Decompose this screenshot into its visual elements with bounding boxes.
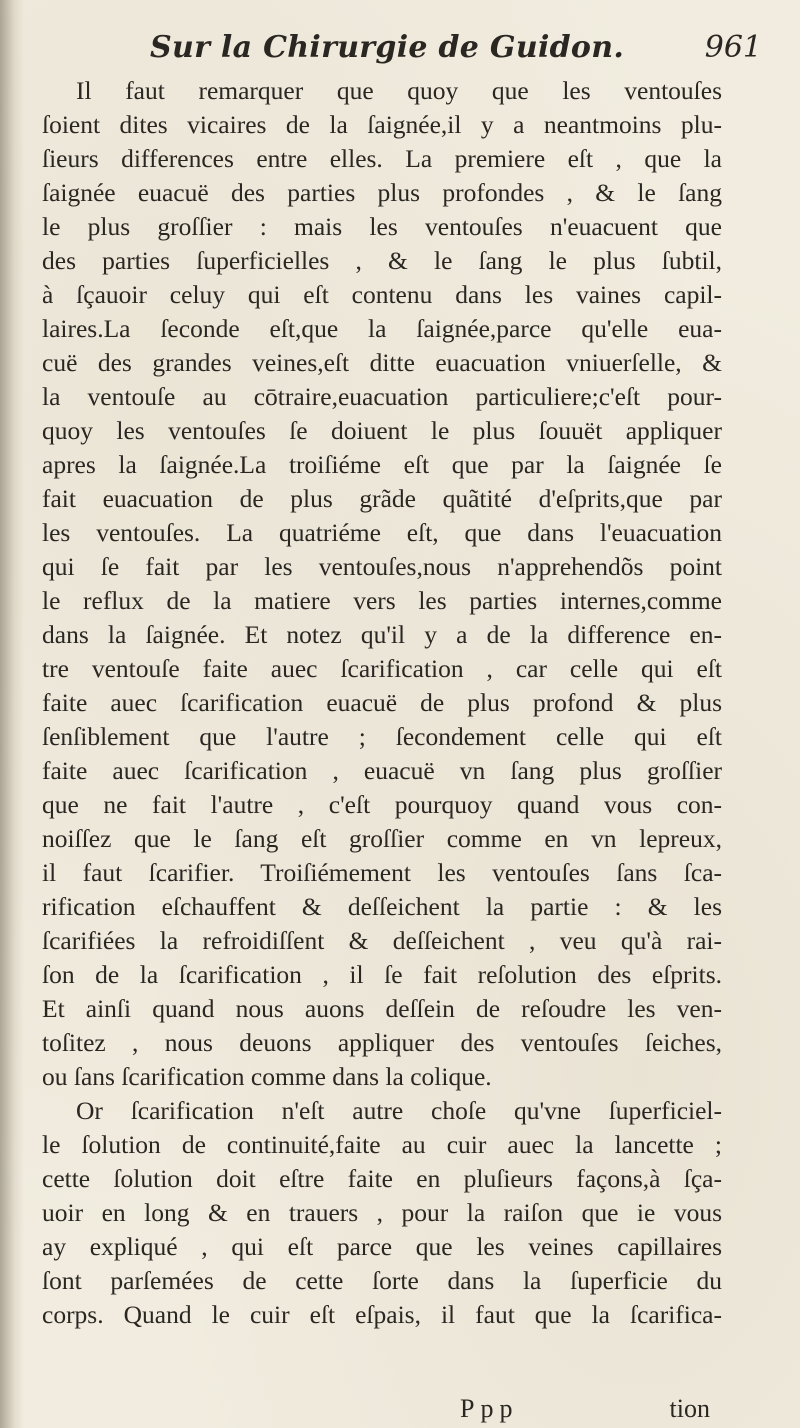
text-line: faite auec ſcarification , euacuë vn ſang plus groſſier: [42, 756, 722, 785]
signature-mark: Ppp: [460, 1394, 519, 1423]
text-line: le plus groſſier : mais les ventouſes n'euacuent que: [42, 212, 722, 241]
page-footer: [460, 1394, 710, 1424]
catchword: tion: [669, 1394, 710, 1423]
text-line: le ſolution de continuité,faite au cuir auec la lancette ;: [42, 1130, 722, 1159]
text-line: ſieurs differences entre elles. La premiere eſt , que la: [42, 144, 722, 173]
text-line: quoy les ventouſes ſe doiuent le plus ſouuët appliquer: [42, 416, 722, 445]
running-title: Sur la Chirurgie de Guidon.: [150, 30, 625, 65]
text-line: Il faut remarquer que quoy que les ventouſes: [76, 76, 722, 105]
text-line: toſitez , nous deuons appliquer des ventouſes ſeiches,: [42, 1028, 722, 1057]
page-number: 961: [704, 30, 762, 65]
text-line: dans la ſaignée. Et notez qu'il y a de la difference en-: [42, 620, 722, 649]
text-line: le reflux de la matiere vers les parties internes,comme: [42, 586, 722, 615]
text-line: ſont parſemées de cette ſorte dans la ſuperficie du: [42, 1266, 722, 1295]
text-line: faite auec ſcarification euacuë de plus profond & plus: [42, 688, 722, 717]
text-line: ou ſans ſcarification comme dans la colique.: [42, 1062, 492, 1091]
text-line: que ne fait l'autre , c'eſt pourquoy quand vous con-: [42, 790, 722, 819]
text-line: rification eſchauffent & deſſeichent la partie : & les: [42, 892, 722, 921]
text-line: il faut ſcarifier. Troiſiémement les ventouſes ſans ſca-: [42, 858, 722, 887]
text-line: ſon de la ſcarification , il ſe fait reſolution des eſprits.: [42, 960, 722, 989]
text-line: Et ainſi quand nous auons deſſein de reſoudre les ven-: [42, 994, 722, 1023]
text-line: la ventouſe au cōtraire,euacuation particuliere;c'eſt pour-: [42, 382, 722, 411]
text-line: fait euacuation de plus grãde quãtité d'eſprits,que par: [42, 484, 722, 513]
text-line: Or ſcarification n'eſt autre choſe qu'vne ſuperficiel-: [76, 1096, 722, 1125]
gutter-shadow: [0, 0, 24, 1428]
text-line: qui ſe fait par les ventouſes,nous n'apprehendõs point: [42, 552, 722, 581]
text-line: ſaignée euacuë des parties plus profondes , & le ſang: [42, 178, 722, 207]
text-line: à ſçauoir celuy qui eſt contenu dans les vaines capil-: [42, 280, 722, 309]
text-line: noiſſez que le ſang eſt groſſier comme en vn lepreux,: [42, 824, 722, 853]
text-line: les ventouſes. La quatriéme eſt, que dans l'euacuation: [42, 518, 722, 547]
text-line: ſoient dites vicaires de la ſaignée,il y a neantmoins plu-: [42, 110, 722, 139]
text-line: ſcarifiées la refroidiſſent & deſſeichent , veu qu'à rai-: [42, 926, 722, 955]
text-line: corps. Quand le cuir eſt eſpais, il faut que la ſcarifica-: [42, 1300, 722, 1329]
text-line: laires.La ſeconde eſt,que la ſaignée,parce qu'elle eua-: [42, 314, 722, 343]
text-line: cette ſolution doit eſtre faite en pluſieurs façons,à ſça-: [42, 1164, 722, 1193]
text-line: cuë des grandes veines,eſt ditte euacuation vniuerſelle, &: [42, 348, 722, 377]
text-line: tre ventouſe faite auec ſcarification , car celle qui eſt: [42, 654, 722, 683]
body-text: [42, 74, 722, 1332]
text-line: des parties ſuperficielles , & le ſang le plus ſubtil,: [42, 246, 722, 275]
text-line: uoir en long & en trauers , pour la raiſon que ie vous: [42, 1198, 722, 1227]
page-header: [150, 30, 770, 70]
text-line: ay expliqué , qui eſt parce que les veines capillaires: [42, 1232, 722, 1261]
text-line: apres la ſaignée.La troiſiéme eſt que par la ſaignée ſe: [42, 450, 722, 479]
text-line: ſenſiblement que l'autre ; ſecondement celle qui eſt: [42, 722, 722, 751]
